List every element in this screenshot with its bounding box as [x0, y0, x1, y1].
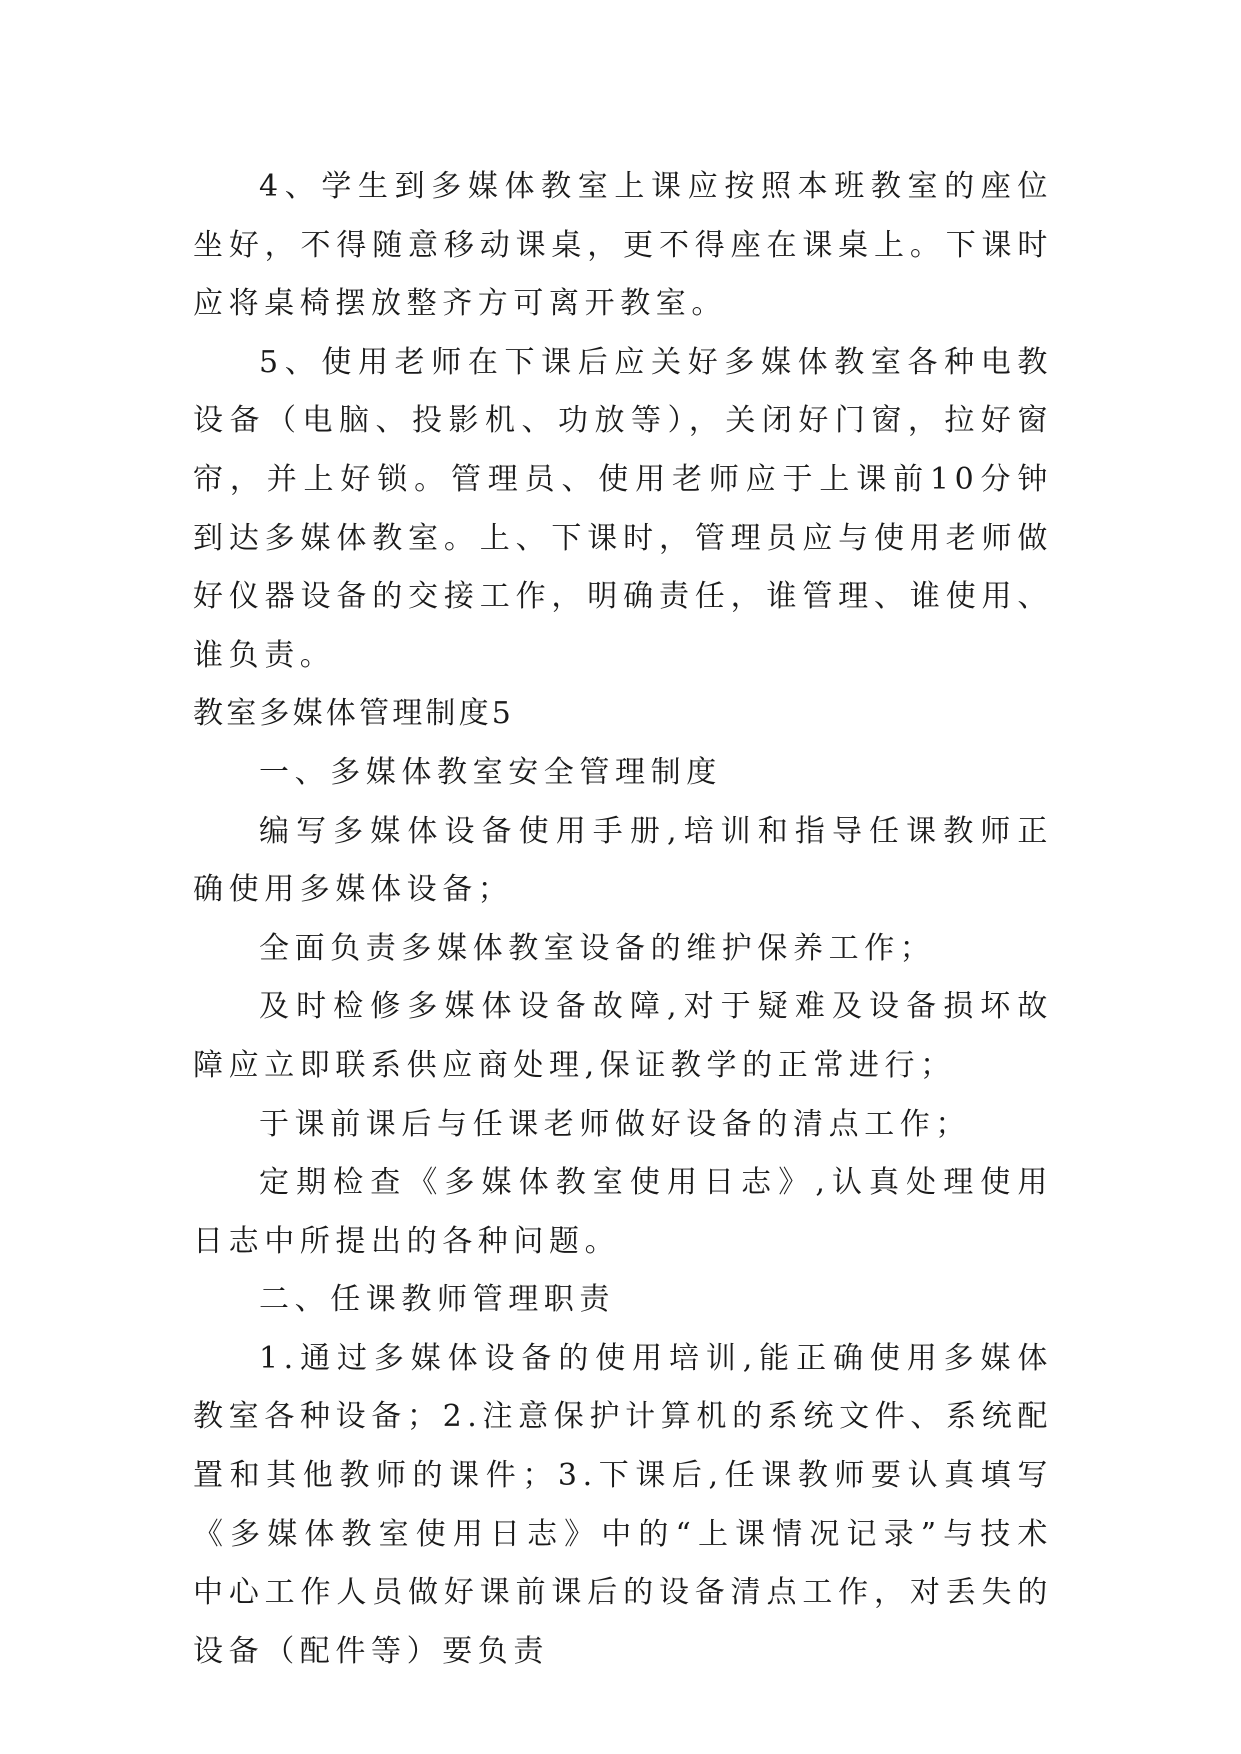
paragraph-inventory: 于课前课后与任课老师做好设备的清点工作； [259, 1106, 971, 1142]
document-body [193, 158, 1053, 1681]
paragraph-manual: 编写多媒体设备使用手册,培训和指导任课教师正确使用多媒体设备； [193, 813, 1053, 908]
paragraph-rule-4: 4、学生到多媒体教室上课应按照本班教室的座位坐好，不得随意移动课桌，更不得座在课桌上。下课时应将桌椅摆放整齐方可离开教室。 [193, 169, 1053, 322]
paragraph-rule-5: 5、使用老师在下课后应关好多媒体教室各种电教设备（电脑、投影机、功放等），关闭好门窗，拉好窗帘，并上好锁。管理员、使用老师应于上课前10分钟到达多媒体教室。上、下课时，管理员应与使用老师做好仪器设备的交接工作，明确责任，谁管理、谁使用、谁负责。 [193, 344, 1053, 673]
subsection-heading-safety: 一、多媒体教室安全管理制度 [259, 754, 722, 790]
paragraph-teacher-duties: 1.通过多媒体设备的使用培训,能正确使用多媒体教室各种设备；2.注意保护计算机的系统文件、系统配置和其他教师的课件；3.下课后,任课教师要认真填写《多媒体教室使用日志》中的“上课情况记录”与技术中心工作人员做好课前课后的设备清点工作，对丢失的设备（配件等）要负责 [193, 1340, 1053, 1669]
subsection-heading-teacher: 二、任课教师管理职责 [259, 1282, 615, 1318]
paragraph-log-check: 定期检查《多媒体教室使用日志》,认真处理使用日志中所提出的各种问题。 [193, 1165, 1053, 1259]
paragraph-repair: 及时检修多媒体设备故障,对于疑难及设备损坏故障应立即联系供应商处理,保证教学的正常进行； [193, 989, 1053, 1083]
paragraph-maintenance: 全面负责多媒体教室设备的维护保养工作； [259, 930, 936, 966]
section-heading: 教室多媒体管理制度5 [193, 696, 515, 732]
